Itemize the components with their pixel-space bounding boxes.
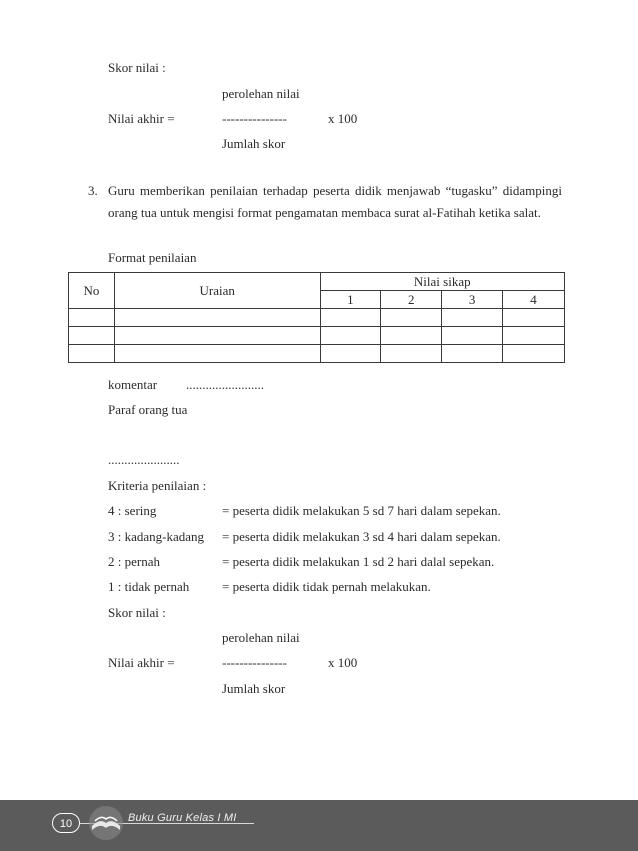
header-score-4: 4 — [503, 291, 565, 309]
kriteria-desc: = peserta didik melakukan 5 sd 7 hari dalam sepekan. — [222, 503, 501, 518]
table-header-row — [69, 273, 565, 291]
item-3-text: Guru memberikan penilaian terhadap peserta didik menjawab “tugasku” didampingi orang tua untuk mengisi format pengamatan membaca surat al-Fatihah ketika salat. — [108, 183, 562, 220]
kriteria-desc: = peserta didik melakukan 3 sd 4 hari dalam sepekan. — [222, 529, 501, 544]
paraf-label: Paraf orang tua — [108, 402, 188, 417]
skor-nilai-label: Skor nilai : — [108, 60, 166, 75]
kriteria-level: 1 : tidak pernah — [108, 579, 190, 594]
table-cell[interactable] — [503, 327, 565, 345]
komentar-label: komentar — [108, 377, 158, 392]
formula-fraction-bar: --------------- — [222, 655, 287, 670]
table-cell[interactable] — [442, 327, 503, 345]
kriteria-desc: = peserta didik tidak pernah melakukan. — [222, 579, 431, 594]
table-cell[interactable] — [69, 327, 115, 345]
table-cell[interactable] — [442, 345, 503, 363]
table-cell[interactable] — [320, 327, 381, 345]
formula-numerator: perolehan nilai — [222, 86, 300, 101]
table-row — [69, 327, 565, 345]
header-score-3: 3 — [442, 291, 503, 309]
book-logo-icon — [86, 804, 126, 842]
table-cell[interactable] — [381, 345, 442, 363]
komentar-dots: ........................ — [186, 377, 264, 392]
header-score-2: 2 — [381, 291, 442, 309]
table-cell[interactable] — [442, 309, 503, 327]
table-cell[interactable] — [114, 309, 320, 327]
footer-book-title: Buku Guru Kelas I MI — [128, 812, 237, 824]
kriteria-title: Kriteria penilaian : — [108, 478, 207, 493]
nilai-akhir-label: Nilai akhir = — [108, 111, 175, 126]
kriteria-level: 4 : sering — [108, 503, 157, 518]
header-uraian: Uraian — [114, 273, 320, 309]
skor-nilai-label: Skor nilai : — [108, 605, 166, 620]
table-cell[interactable] — [320, 345, 381, 363]
table-cell[interactable] — [69, 345, 115, 363]
formula-fraction-bar: --------------- — [222, 111, 287, 126]
table-row — [69, 345, 565, 363]
table-row — [69, 309, 565, 327]
formula-denominator: Jumlah skor — [222, 681, 286, 696]
assessment-table — [68, 272, 565, 363]
table-cell[interactable] — [69, 309, 115, 327]
item-number: 3. — [88, 183, 98, 198]
kriteria-desc: = peserta didik melakukan 1 sd 2 hari dalal sepekan. — [222, 554, 495, 569]
format-penilaian-label: Format penilaian — [108, 250, 197, 265]
table-cell[interactable] — [381, 309, 442, 327]
formula-multiplier: x 100 — [328, 655, 358, 670]
formula-denominator: Jumlah skor — [222, 136, 286, 151]
table-cell[interactable] — [320, 309, 381, 327]
table-cell[interactable] — [503, 309, 565, 327]
header-no: No — [69, 273, 115, 309]
table-cell[interactable] — [114, 345, 320, 363]
formula-numerator: perolehan nilai — [222, 630, 300, 645]
header-nilai-sikap: Nilai sikap — [320, 273, 565, 291]
kriteria-level: 3 : kadang-kadang — [108, 529, 205, 544]
table-cell[interactable] — [114, 327, 320, 345]
page-number: 10 — [52, 813, 80, 833]
table-cell[interactable] — [381, 327, 442, 345]
table-cell[interactable] — [503, 345, 565, 363]
formula-multiplier: x 100 — [328, 111, 358, 126]
header-score-1: 1 — [320, 291, 381, 309]
signature-dots: ...................... — [108, 452, 180, 467]
nilai-akhir-label: Nilai akhir = — [108, 655, 175, 670]
kriteria-level: 2 : pernah — [108, 554, 160, 569]
